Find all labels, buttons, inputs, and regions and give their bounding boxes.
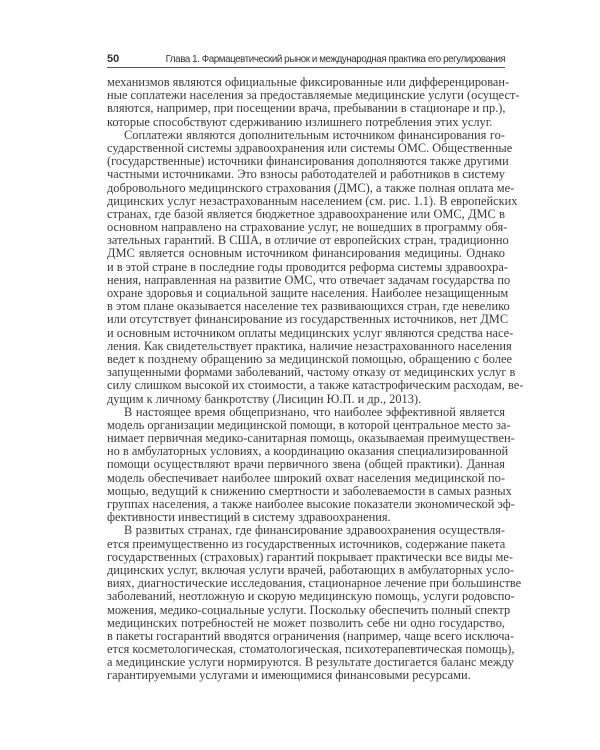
text-line: группах населения, а также наиболее высокие показатели экономической эф- bbox=[107, 497, 515, 511]
text-line: в этом плане оказывается население тех развивающихся стран, где невелико bbox=[107, 299, 510, 314]
text-line: ления. Как свидетельствует практика, наличие незастрахованного населения bbox=[107, 338, 512, 353]
paragraph bbox=[107, 404, 515, 525]
text-line: Соплатежи являются дополнительным источником финансирования го- bbox=[124, 127, 505, 142]
text-line: ется косметологическая, стоматологическая, психотерапевтическая помощь), bbox=[107, 642, 515, 657]
text-line: которые способствуют сдерживанию излишнего потребления этих услуг. bbox=[107, 114, 493, 129]
text-line: модель обеспечивает наиболее широкий охват населения медицинской по- bbox=[107, 470, 505, 485]
text-line: но в амбулаторных условиях, а координацию оказания специализированной bbox=[107, 444, 509, 459]
text-line: виях, диагностические исследования, стационарное лечение при большинстве bbox=[107, 576, 522, 591]
running-title: Глава 1. Фармацевтический рынок и международная практика его регулирования bbox=[165, 53, 505, 65]
text-line: странах, где базой является бюджетное здравоохранение или ОМС, ДМС в bbox=[107, 206, 505, 221]
text-line: В настоящее время общепризнано, что наиболее эффективной является bbox=[124, 404, 505, 419]
text-line: дицинских услуг незастрахованным населением (см. рис. 1.1). В европейских bbox=[107, 193, 518, 208]
text-line: мощью, ведущий к снижению смертности и заболеваемости в самых разных bbox=[107, 483, 512, 498]
text-line: государственных (страховых) гарантий покрывает практически все виды ме- bbox=[107, 549, 513, 564]
text-line: и основным источником оплаты медицинских услуг являются средства насе- bbox=[107, 325, 514, 340]
running-header bbox=[107, 48, 505, 68]
text-line: медицинских потребностей не может позволить себе ни одно государство, bbox=[107, 615, 505, 630]
text-line: а медицинские услуги нормируются. В результате достигается баланс между bbox=[107, 655, 514, 670]
text-line: и в этой стране в последние годы проводится реформа системы здравоохра- bbox=[107, 259, 508, 274]
paragraph bbox=[107, 127, 524, 406]
text-line: запущенными формами заболеваний, частому отказу от медицинских услуг в bbox=[107, 365, 516, 380]
text-line: охране здоровья и социальной защите населения. Наиболее незащищенным bbox=[107, 286, 509, 300]
text-line: нимает первичная медико-санитарная помощь, оказываемая преимуществен- bbox=[107, 431, 515, 446]
text-line: частными источниками. Это взносы работодателей и работников в систему bbox=[107, 167, 505, 182]
text-line: помощи осуществляют врачи первичного звена (общей практики). Данная bbox=[107, 457, 505, 472]
text-line: (государственные) источники финансирования дополняются также другими bbox=[107, 154, 509, 169]
text-line: зательных гарантий. В США, в отличие от европейских стран, традиционно bbox=[107, 233, 509, 248]
text-line: вляются, например, при посещении врача, пребывании в стационаре и пр.), bbox=[107, 101, 506, 116]
text-line: силу слишком высокой их стоимости, а также катастрофическим расходам, ве- bbox=[107, 378, 524, 393]
text-line: нения, направленная на развитие ОМС, что отвечает задачам государства по bbox=[107, 272, 511, 287]
text-line: модель организации медицинской помощи, в которой центральное место за- bbox=[107, 417, 511, 432]
page-number: 50 bbox=[107, 53, 120, 65]
text-line: ется преимущественно из государственных источников, содержание пакета bbox=[107, 536, 506, 551]
text-line: сударственной системы здравоохранения или системы ОМС. Общественные bbox=[107, 140, 513, 155]
text-line: или отсутствует финансирование из государственных источников, нет ДМС bbox=[107, 312, 509, 327]
text-line: в пакеты госгарантий вводятся ограничения (например, чаще всего исключа- bbox=[107, 628, 515, 643]
text-line: механизмов являются официальные фиксированные или дифференцирован- bbox=[107, 75, 510, 89]
paragraph bbox=[107, 523, 522, 683]
text-line: основном направлено на страхование услуг, не вошедших в программу обя- bbox=[107, 220, 508, 235]
text-line: В развитых странах, где финансирование здравоохранения осуществля- bbox=[124, 523, 505, 538]
text-line: заболеваний, неотложную и скорую медицинскую помощь, услуги родовспо- bbox=[107, 589, 515, 604]
text-line: ведет к позднему обращению за медицинской помощью, обращению с более bbox=[107, 351, 513, 366]
text-line: дицинских услуг, включая услуги врачей, работающих в амбулаторных усло- bbox=[107, 562, 515, 577]
text-line: дущим к личному банкротству (Лисицин Ю.П. и др., 2013). bbox=[107, 391, 422, 406]
text-line: можения, медико-социальные услуги. Поскольку обеспечить полный спектр bbox=[107, 602, 511, 617]
text-line: добровольного медицинского страхования (ДМС), а также полная оплата ме- bbox=[107, 180, 515, 195]
body-text bbox=[107, 75, 524, 683]
text-line: гарантируемыми услугами и имеющимися финансовыми ресурсами. bbox=[107, 668, 471, 683]
text-line: фективности инвестиций в систему здравоохранения. bbox=[107, 510, 391, 525]
paragraph bbox=[107, 75, 520, 129]
text-line: ДМС является основным источником финансирования медицины. Однако bbox=[107, 246, 505, 261]
text-line: ные соплатежи населения за предоставляемые медицинские услуги (осущест- bbox=[107, 88, 520, 103]
